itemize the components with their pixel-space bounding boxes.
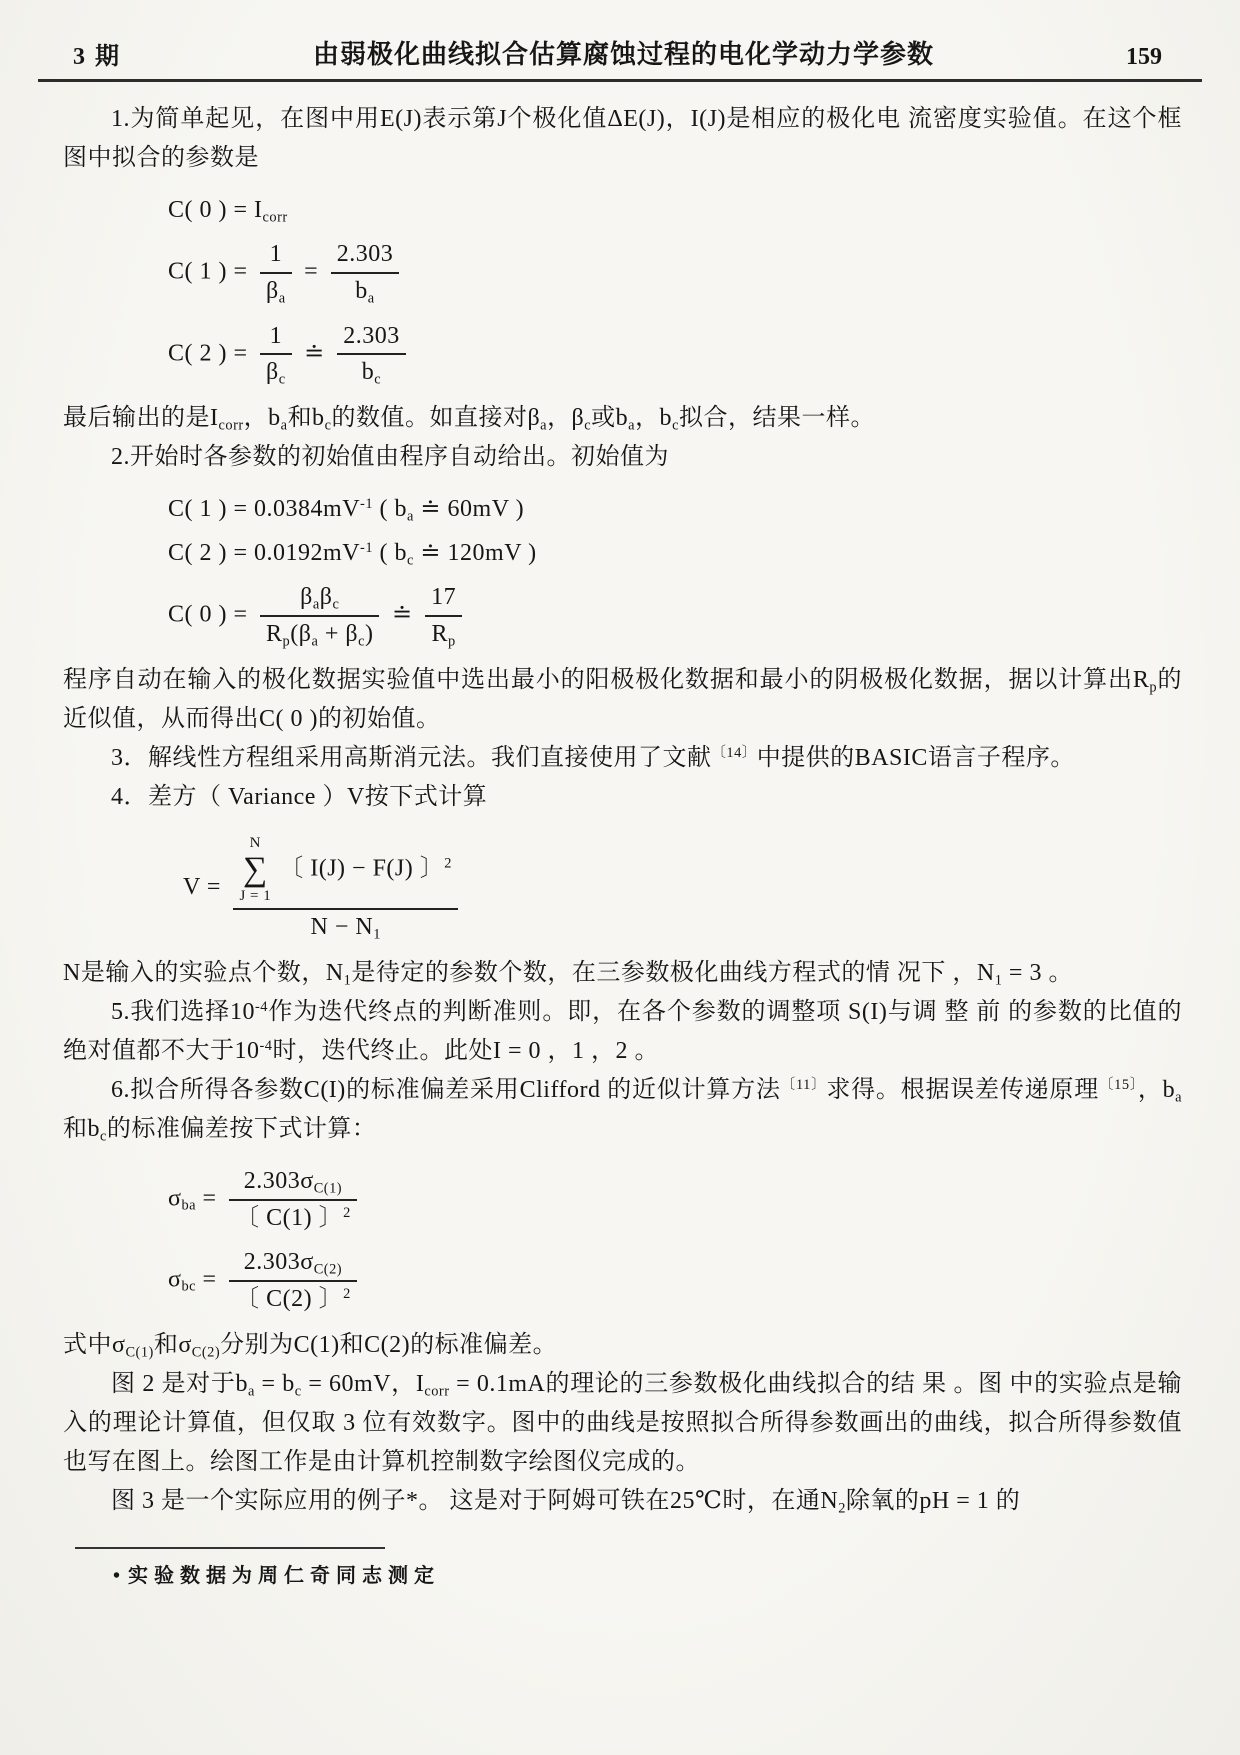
paragraph-rp-estimate: 程序自动在输入的极化数据实验值中选出最小的阳极极化数据和最小的阴极极化数据，据以计算出$R_p$的近似值，从而得出C( 0 )的初始值。 <box>63 666 1182 732</box>
paragraph-sigma-note: 式中$\sigma_{C(1)}$和$\sigma_{C(2)}$分别为C(1)和C(2)的标准偏差。 <box>63 1331 558 1361</box>
footnote-bullet-icon: • <box>113 1564 121 1587</box>
paragraph-step3: 3．解线性方程组采用高斯消元法。我们直接使用了文献$^{〔14〕}$中提供的BASIC语言子程序。 <box>111 744 1075 771</box>
equation-c0-initial: C( 0 ) = $\frac{\beta_a\beta_c}{R_p(\beta_a + \beta_c)}$ ≐ $\frac{17}{R_p}$ <box>168 579 1182 653</box>
page-body <box>0 100 1240 1588</box>
page-header <box>38 0 1202 82</box>
running-title: 由弱极化曲线拟合估算腐蚀过程的电化学动力学参数 <box>312 40 934 69</box>
footnote-divider <box>75 1547 385 1549</box>
footnote-content: 实验数据为周仁奇同志测定 <box>128 1564 441 1587</box>
paragraph-step6: 6.拟合所得各参数C(I)的标准偏差采用Clifford 的近似计算方法$^{〔11〕}$求得。根据误差传递原理$^{〔15〕}$，$b_a$和$b_c$的标准偏差按下式计算： <box>63 1076 1183 1145</box>
footnote-block <box>63 1547 1182 1588</box>
paragraph-step4: 4．差方（ Variance ）V按下式计算 <box>111 783 488 810</box>
paragraph-output-values: 最后输出的是$I_{corr}$，$b_a$和$b_c$的数值。如直接对$\beta_a$，$\beta_c$或$b_a$，$b_c$拟合，结果一样。 <box>63 405 875 434</box>
equation-variance: V = N ∑ J = 1 〔 I(J) − F(J) 〕$^2$ $N - N_1$ <box>183 831 1182 946</box>
equation-c2-initial: C( 2 ) = $0.0192mV^{-1}$ ( $b_c$ ≐ 120mV ) <box>168 540 537 569</box>
page-number: 159 <box>1126 44 1162 70</box>
paragraph-figure3: 图 3 是一个实际应用的例子*。 这是对于阿姆可铁在25℃时，在通$N_2$除氧的pH = 1 的 <box>111 1487 1021 1517</box>
paragraph-step2: 2.开始时各参数的初始值由程序自动给出。初始值为 <box>111 444 669 471</box>
paragraph-n-definition: N是输入的实验点个数，$N_1$是待定的参数个数，在三参数极化曲线方程式的情 况下 ，$N_1 = 3$ 。 <box>63 959 1073 989</box>
footnote-text <box>113 1559 1182 1588</box>
equation-c0-definition: C( 0 ) = $I_{corr}$ <box>168 197 288 226</box>
paragraph-figure2: 图 2 是对于$b_a = b_c = 60mV$，$I_{corr} = 0.1mA$的理论的三参数极化曲线拟合的结 果 。图 中的实验点是输入的理论计算值，但仅取 3 位有效数字。图中的曲线是按照拟合所得参数画出的曲线，拟合所得参数值也写在图上。绘图工作是由计算机控制数字绘图仪完成的。 <box>63 1370 1182 1475</box>
equation-c1-definition: C( 1 ) = $\frac{1}{\beta_a}$ = $\frac{2.303}{b_a}$ <box>168 236 1182 310</box>
equation-c2-definition: C( 2 ) = $\frac{1}{\beta_c}$ ≐ $\frac{2.303}{b_c}$ <box>168 318 1182 392</box>
paragraph-step5: 5.我们选择$10^{-4}$作为迭代终点的判断准则。即，在各个参数的调整项 S(I)与调 整 前 的参数的比值的绝对值都不大于$10^{-4}$时，迭代终止。此处I = 0 ，1 ，2 。 <box>63 998 1183 1064</box>
equation-sigma-bc: $\sigma_{bc}$ = $\frac{2.303\sigma_{C(2)}}{〔 C(2) 〕^2}$ <box>168 1244 1182 1318</box>
equation-sigma-ba: $\sigma_{ba}$ = $\frac{2.303\sigma_{C(1)}}{〔 C(1) 〕^2}$ <box>168 1163 1182 1237</box>
equation-c1-initial: C( 1 ) = $0.0384mV^{-1}$ ( $b_a$ ≐ 60mV ) <box>168 496 525 525</box>
journal-issue: 3 期 <box>73 44 121 70</box>
paragraph-step1: 1.为简单起见，在图中用E(J)表示第J个极化值ΔE(J)，I(J)是相应的极化电 流密度实验值。在这个框图中拟合的参数是 <box>63 106 1182 171</box>
